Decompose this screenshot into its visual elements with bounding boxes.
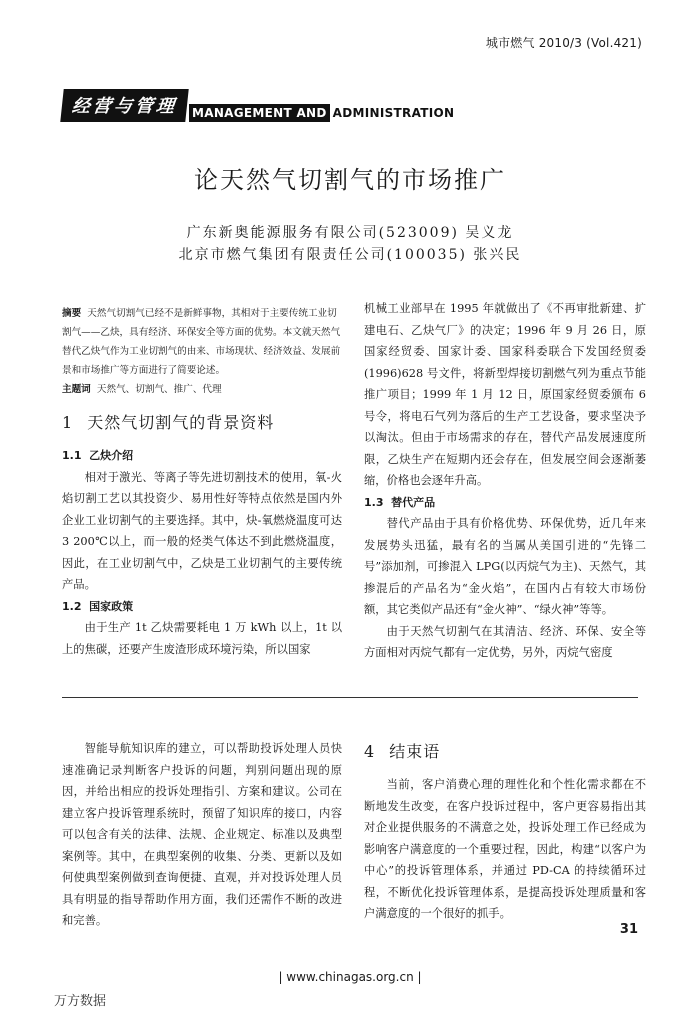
abstract [62, 304, 342, 380]
affiliation-2: 北京市燃气集团有限责任公司(100035) 张兴民 [178, 247, 522, 263]
subsection-1-3-heading [364, 492, 646, 514]
section-4-text: 当前，客户消费心理的理性化和个性化需求都在不断地发生改变，在客户投诉过程中，客户更容易指出其对企业提供服务的不满意之处，投诉处理工作已经成为影响客户满意度的一个重要过程，因此，构建“以客户为中心”的投诉管理体系，并通过 PD-CA 的持续循环过程，不断优化投诉管理体系，是提高投诉处理质量和客户满意度的一个很好的抓手。 [364, 778, 646, 920]
page-number: 31 [619, 922, 638, 937]
section-1-title: 天然气切割气的背景资料 [87, 413, 275, 432]
keywords-text: 天然气、切割气、推广、代理 [96, 384, 222, 395]
article-title: 论天然气切割气的市场推广 [194, 166, 506, 194]
subsection-1-2-title: 国家政策 [89, 599, 134, 613]
subsection-1-2-text-left: 由于生产 1t 乙炔需要耗电 1 万 kWh 以上，1t 以上的焦碳，还要产生废渣形成环境污染，所以国家 [62, 621, 342, 656]
section-4-title: 结束语 [389, 742, 441, 761]
other-article-text: 智能导航知识库的建立，可以帮助投诉处理人员快速准确记录判断客户投诉的问题，判别问题出现的原因，并给出相应的投诉处理指引、方案和建议。公司在建立客户投诉管理系统时，预留了知识库的接口，内容可以包含有关的法律、法规、企业规定、标准以及典型案例等。其中，在典型案例的收集、分类、更新以及如何使典型案例做到查询便捷、直观，并对投诉处理人员具有明显的指导帮助作用方面，我们还需作不断的改进和完善。 [62, 742, 342, 927]
section-title-en-boxed: MANAGEMENT AND [189, 104, 330, 122]
affiliation-1: 广东新奥能源服务有限公司(523009) 吴义龙 [186, 225, 514, 241]
left-column-bottom [62, 738, 342, 932]
section-4-number: 4 [364, 742, 376, 761]
subsection-1-3-text-2: 由于天然气切割气在其清洁、经济、环保、安全等方面相对丙烷气都有一定优势，另外，丙烷气密度 [364, 624, 646, 659]
keywords-label: 主题词 [62, 384, 91, 395]
subsection-1-1-title: 乙炔介绍 [89, 449, 134, 462]
subsection-1-1-number: 1.1 [62, 449, 82, 462]
subsection-1-1-heading [62, 445, 342, 467]
section-1-heading [62, 409, 342, 437]
subsection-1-1-text: 相对于激光、等离子等先进切割技术的使用，氧-火焰切割工艺以其投资少、易用性好等特点依然是国内外企业工业切割气的主要选择。其中，炔-氧燃烧温度可达 3 200℃以上，而一般的烃类气体达不到此燃烧温度，因此，在工业切割气中，乙炔是工业切割气的主要传统产品。 [62, 470, 342, 591]
subsection-1-3-number: 1.3 [364, 495, 384, 509]
abstract-text: 天然气切割气已经不是新鲜事物，其相对于主要传统工业切割气——乙炔，具有经济、环保安全等方面的优势。本文就天然气替代乙炔气作为工业切割气的由来、市场现状、经济效益、发展前景和市场推广等方面进行了简要论述。 [62, 308, 341, 376]
subsection-1-2-number: 1.2 [62, 599, 82, 613]
article-divider [62, 697, 638, 698]
subsection-1-3-title: 替代产品 [391, 495, 436, 509]
subsection-1-3-text-1: 替代产品由于具有价格优势、环保优势，近几年来发展势头迅猛，最有名的当属从美国引进的“先锋二号”添加剂，可掺混入 LPG(以丙烷气为主)、天然气，其掺混后的产品名为“金火焰”，在国内占有较大市场份额，其它类似产品还有“金火神”、“绿火神”等等。 [364, 517, 646, 616]
watermark: 万方数据 [54, 994, 107, 1009]
section-4-heading [364, 738, 646, 766]
section-banner [62, 92, 457, 122]
right-column-top [364, 298, 646, 664]
right-column-bottom [364, 738, 646, 925]
abstract-label: 摘要 [62, 308, 82, 319]
left-column-top [62, 304, 342, 660]
section-title-zh: 经营与管理 [60, 89, 188, 122]
section-1-number: 1 [62, 413, 74, 432]
section-title-en: ADMINISTRATION [332, 106, 455, 120]
subsection-1-2-text-right: 机械工业部早在 1995 年就做出了《不再审批新建、扩建电石、乙炔气厂》的决定；1996 年 9 月 26 日，原国家经贸委、国家计委、国家科委联合下发国经贸委(1996)628 号文件，将新型焊接切割燃气列为重点节能推广项目；1999 年 1 月 12 日，原国家经贸委颁布 6 号令，将电石气列为落后的生产工艺设备，要求坚决予以淘汰。但由于市场需求的存在，替代产品发展速度所限，乙炔生产在短期内还会存在，但发展空间会逐渐萎缩，价格也会逐年升高。 [364, 302, 646, 487]
keywords [62, 380, 342, 399]
subsection-1-2-heading [62, 596, 342, 618]
journal-info: 城市燃气 2010/3 (Vol.421) [485, 36, 642, 50]
footer-url: | www.chinagas.org.cn | [278, 970, 422, 984]
